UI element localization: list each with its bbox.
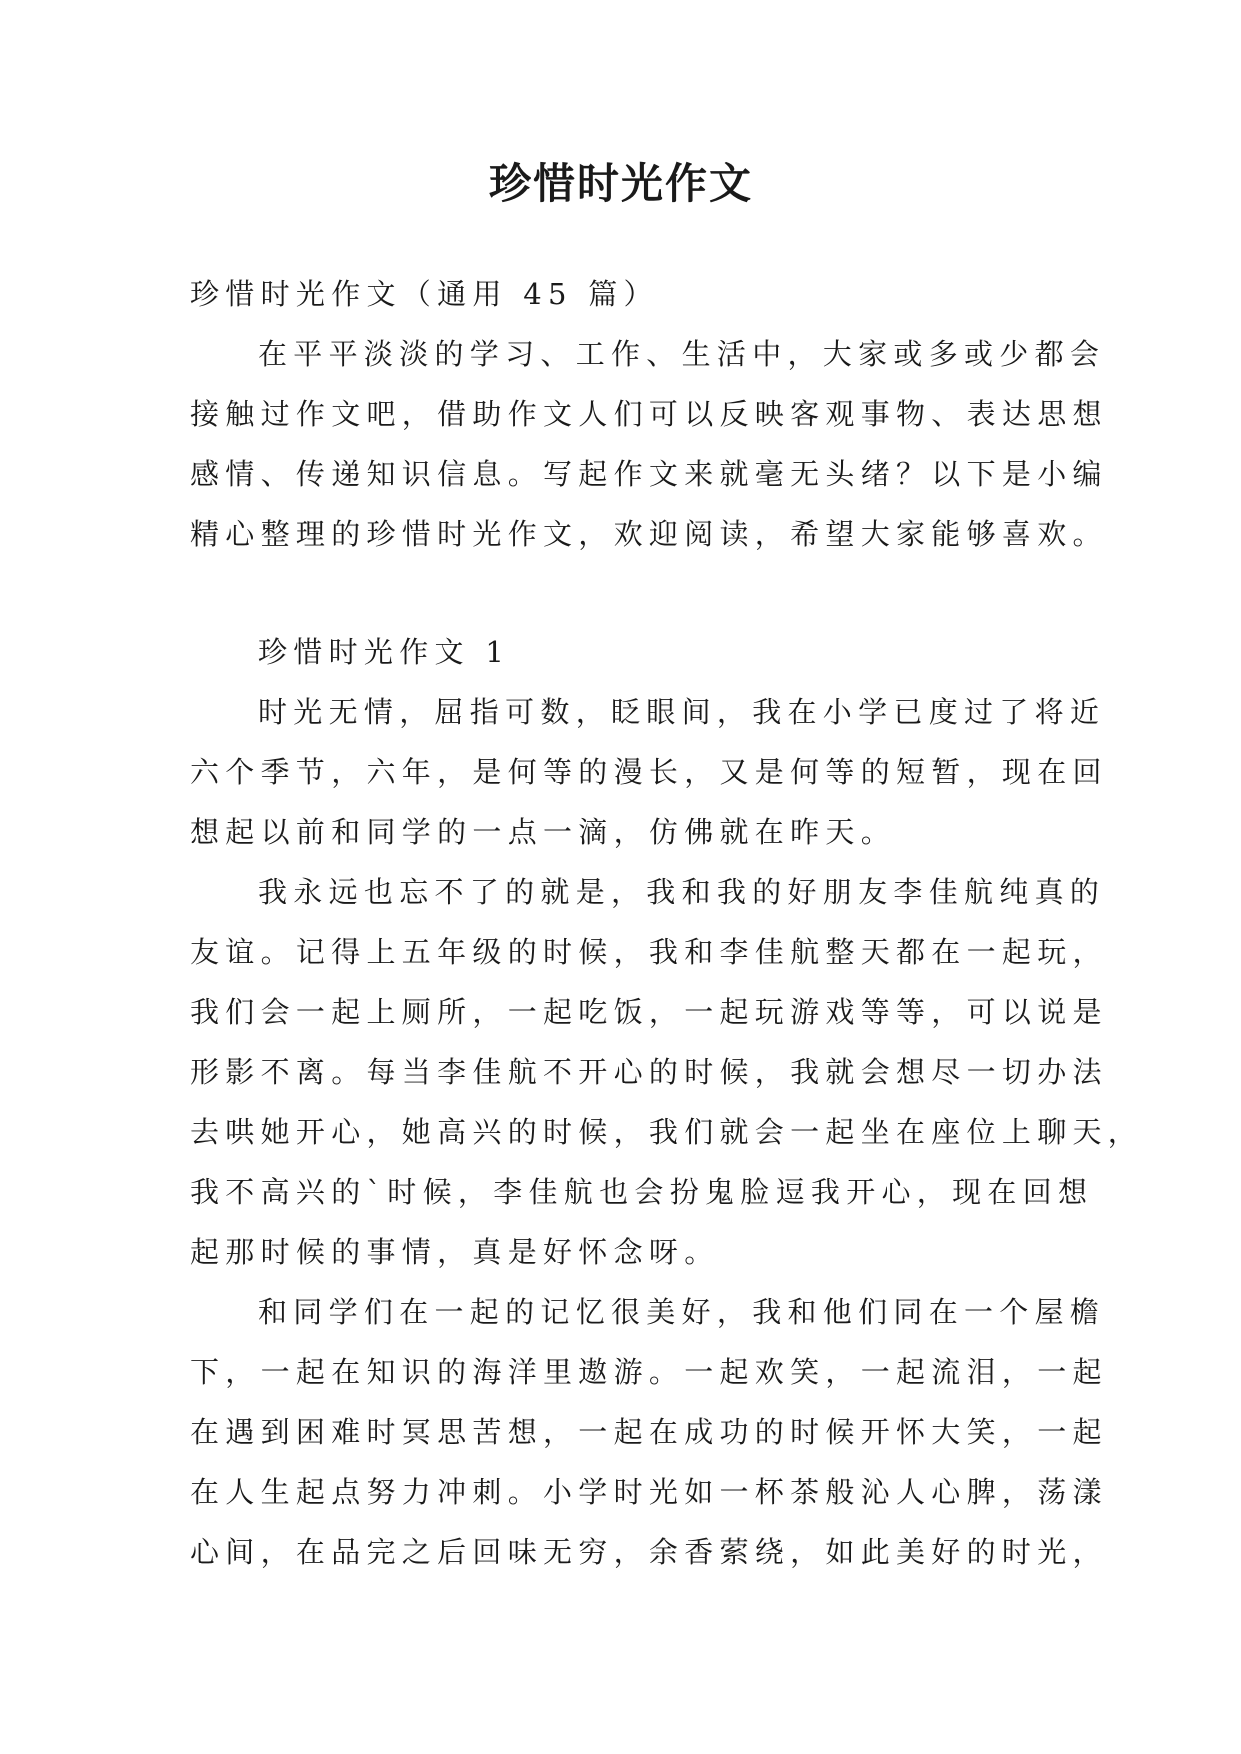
paragraph-line: 六个季节，六年，是何等的漫长，又是何等的短暂，现在回 bbox=[190, 755, 1108, 789]
paragraph-line: 我永远也忘不了的就是，我和我的好朋友李佳航纯真的 bbox=[258, 875, 1106, 909]
document-body bbox=[190, 264, 1144, 1582]
paragraph-line: 想起以前和同学的一点一滴，仿佛就在昨天。 bbox=[190, 815, 897, 849]
paragraph-spacer bbox=[190, 564, 1052, 622]
paragraph-line: 时光无情，屈指可数，眨眼间，我在小学已度过了将近 bbox=[258, 695, 1106, 729]
paragraph-line: 形影不离。每当李佳航不开心的时候，我就会想尽一切办法 bbox=[190, 1055, 1108, 1089]
subtitle-line: 珍惜时光作文（通用 45 篇） bbox=[190, 277, 659, 311]
intro-line: 接触过作文吧，借助作文人们可以反映客观事物、表达思想 bbox=[190, 397, 1108, 431]
paragraph-line: 起那时候的事情，真是好怀念呀。 bbox=[190, 1235, 720, 1269]
document-page bbox=[190, 0, 1144, 1754]
paragraph-line: 和同学们在一起的记忆很美好，我和他们同在一个屋檐 bbox=[258, 1295, 1106, 1329]
document-title: 珍惜时光作文 bbox=[488, 159, 753, 208]
paragraph-line: 在人生起点努力冲刺。小学时光如一杯茶般沁人心脾，荡漾 bbox=[190, 1475, 1108, 1509]
section-heading: 珍惜时光作文 1 bbox=[258, 635, 511, 669]
paragraph-line: 在遇到困难时冥思苦想，一起在成功的时候开怀大笑，一起 bbox=[190, 1415, 1108, 1449]
intro-line: 精心整理的珍惜时光作文，欢迎阅读，希望大家能够喜欢。 bbox=[190, 517, 1108, 551]
paragraph-line: 我们会一起上厕所，一起吃饭，一起玩游戏等等，可以说是 bbox=[190, 995, 1108, 1029]
intro-line: 在平平淡淡的学习、工作、生活中，大家或多或少都会 bbox=[258, 337, 1106, 371]
intro-line: 感情、传递知识信息。写起作文来就毫无头绪？以下是小编 bbox=[190, 457, 1108, 491]
paragraph-line: 下，一起在知识的海洋里遨游。一起欢笑，一起流泪，一起 bbox=[190, 1355, 1108, 1389]
paragraph-line: 友谊。记得上五年级的时候，我和李佳航整天都在一起玩， bbox=[190, 935, 1108, 969]
paragraph-line: 去哄她开心，她高兴的时候，我们就会一起坐在座位上聊天， bbox=[190, 1115, 1144, 1149]
paragraph-line: 我不高兴的`时候，李佳航也会扮鬼脸逗我开心，现在回想 bbox=[190, 1175, 1094, 1209]
paragraph-line: 心间，在品完之后回味无穷，余香萦绕，如此美好的时光， bbox=[190, 1535, 1108, 1569]
